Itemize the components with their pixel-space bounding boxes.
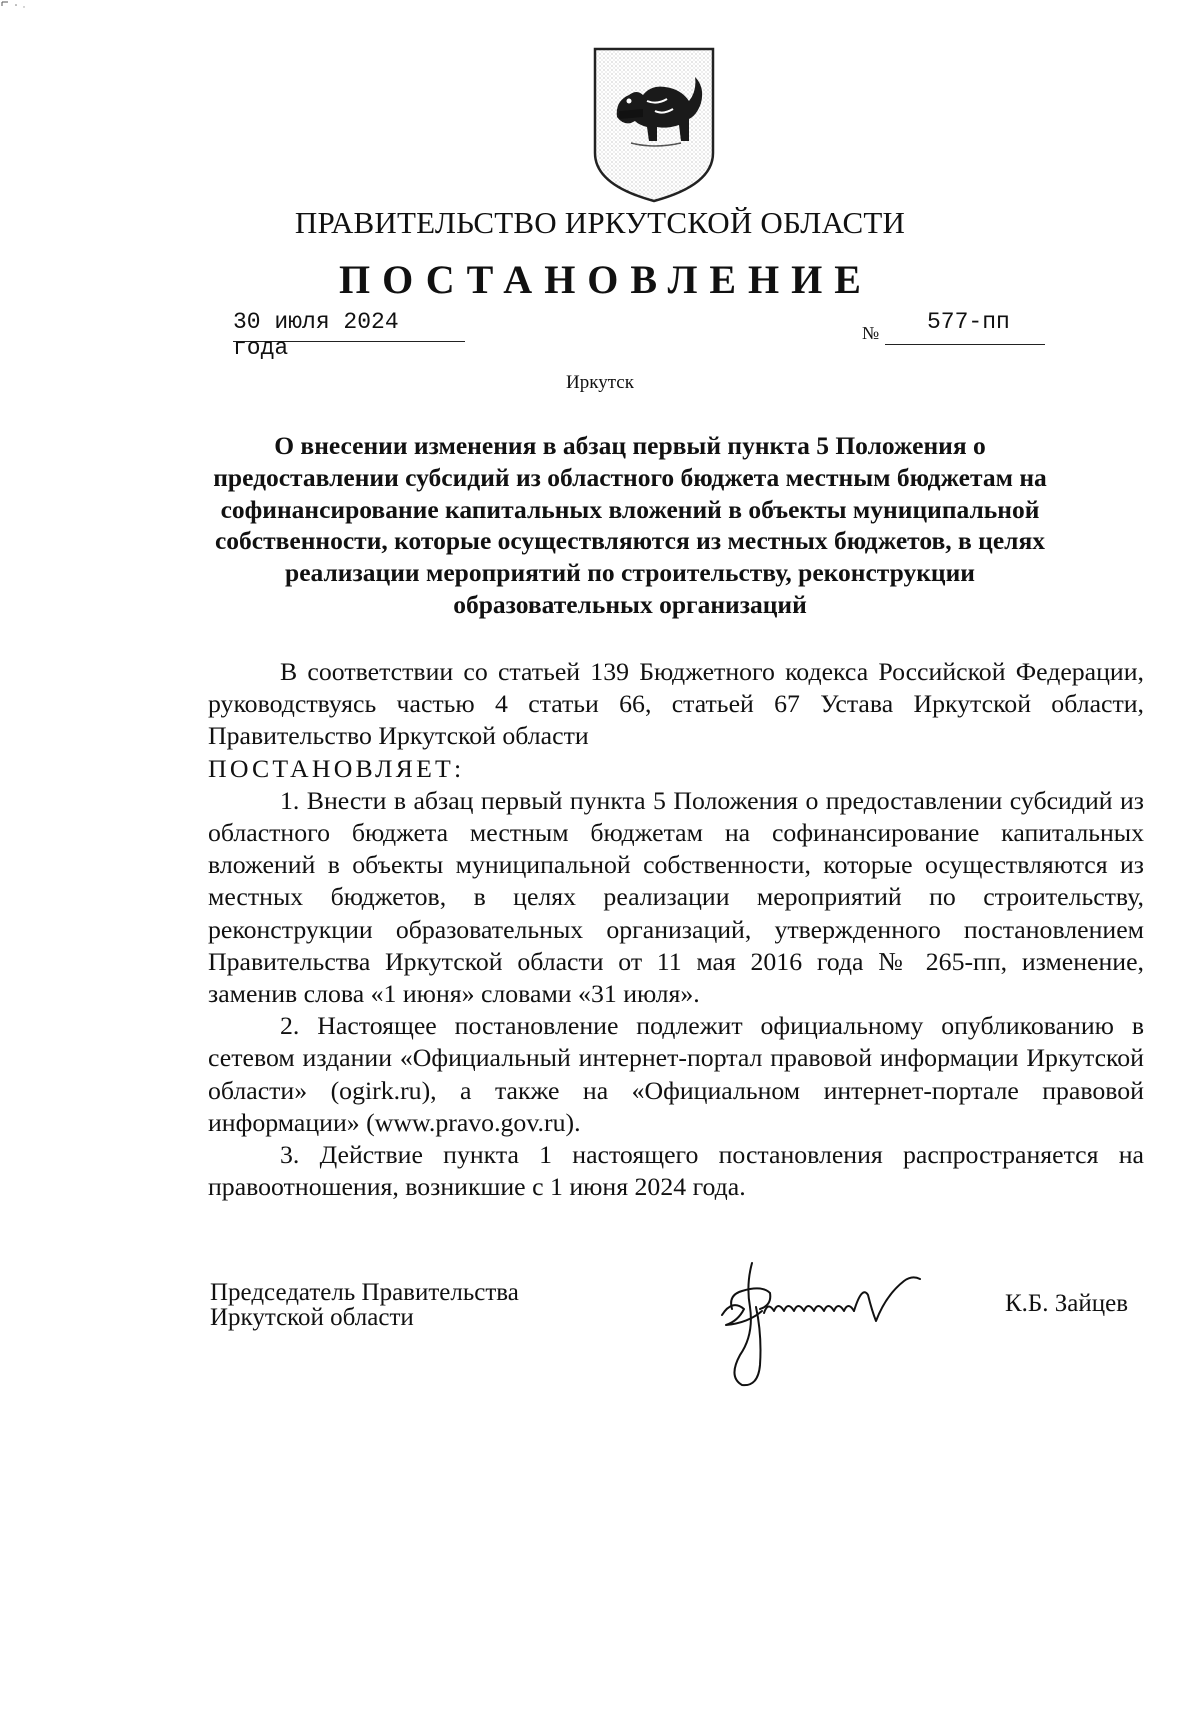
decree-body bbox=[208, 656, 1144, 1203]
signatory-position bbox=[210, 1280, 519, 1330]
decree-item-1: 1. Внести в абзац первый пункта 5 Положения о предоставлении субсидий из областного бюджета местным бюджетам на софинансирование капитальных вложений в объекты муниципальной собственности, которые осуществляются из местных бюджетов, в целях реализации мероприятий по строительству, реконструкции образовательных организаций, утвержденного постановлением Правительства Иркутской области от 11 мая 2016 года № 265-пп, изменение, заменив слова «1 июня» словами «31 июля». bbox=[208, 785, 1144, 1009]
decree-word: ПОСТАНОВЛЯЕТ: bbox=[208, 753, 465, 783]
government-name: ПРАВИТЕЛЬСТВО ИРКУТСКОЙ ОБЛАСТИ bbox=[294, 205, 906, 240]
document-type-title: ПОСТАНОВЛЕНИЕ bbox=[339, 257, 873, 302]
signatory-name: К.Б. Зайцев bbox=[1005, 1290, 1129, 1317]
number-label: № bbox=[862, 323, 880, 343]
scan-artifact-icon bbox=[0, 0, 32, 10]
signatory-position-line-1: Председатель Правительства bbox=[210, 1279, 519, 1306]
city-name: Иркутск bbox=[566, 372, 634, 393]
decree-item-3: 3. Действие пункта 1 настоящего постановления распространяется на правоотношения, возникшие с 1 июня 2024 года. bbox=[208, 1140, 1144, 1202]
decree-item-2: 2. Настоящее постановление подлежит официальному опубликованию в сетевом издании «Официальный интернет-портал правовой информации Иркутской области» (ogirk.ru), а также на «Официальном интернет-портале правовой информации» (www.pravo.gov.ru). bbox=[208, 1011, 1144, 1137]
decree-subject: О внесении изменения в абзац первый пункта 5 Положения о предоставлении субсидий из областного бюджета местным бюджетам на софинансирование капитальных вложений в объекты муниципальной собственности, которые осуществляются из местных бюджетов, в целях реализации мероприятий по строительству, реконструкции образовательных организаций bbox=[213, 431, 1047, 619]
decree-date: 30 июля 2024 года bbox=[233, 309, 465, 342]
preamble-paragraph: В соответствии со статьей 139 Бюджетного кодекса Российской Федерации, руководствуясь частью 4 статьи 66, статьей 67 Устава Иркутской области, Правительство Иркутской области bbox=[208, 657, 1144, 751]
signatory-position-line-2: Иркутской области bbox=[210, 1304, 414, 1331]
decree-number: 577-пп bbox=[885, 309, 1045, 345]
irkutsk-coat-of-arms-icon bbox=[591, 45, 717, 205]
handwritten-signature-icon bbox=[692, 1255, 952, 1390]
